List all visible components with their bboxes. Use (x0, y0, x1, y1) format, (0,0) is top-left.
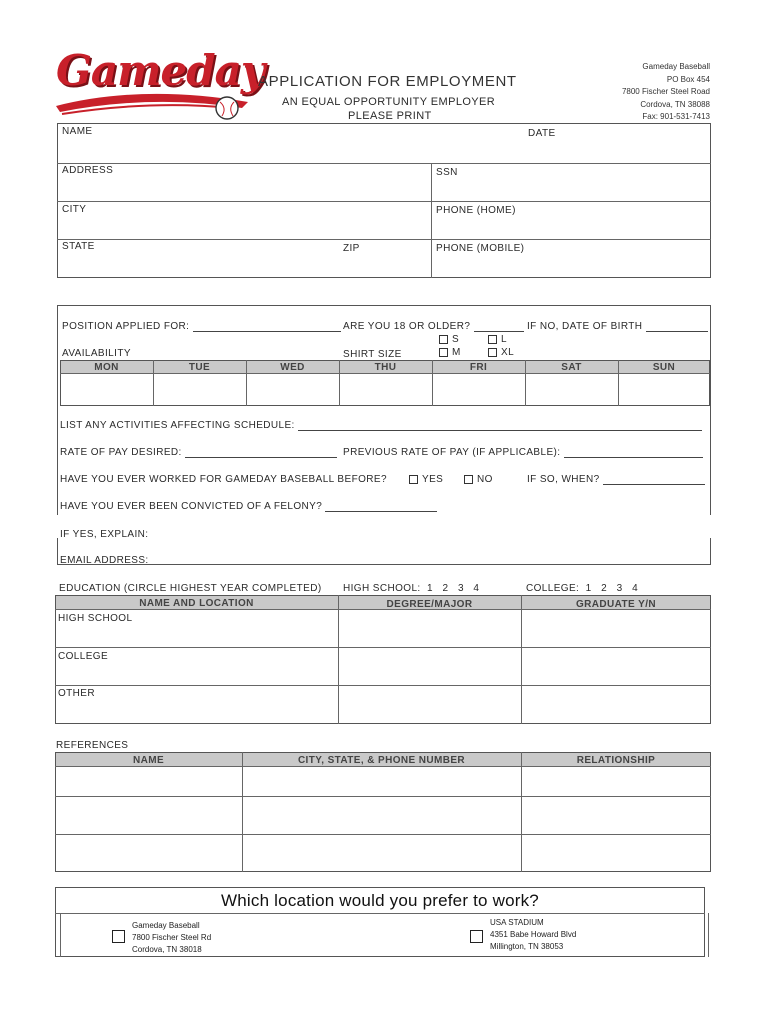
size-s-checkbox[interactable] (439, 335, 448, 344)
edu-row-other[interactable]: OTHER (58, 688, 95, 699)
size-xl-checkbox[interactable] (488, 348, 497, 357)
dob-label: IF NO, DATE OF BIRTH (527, 321, 643, 332)
location-gameday-checkbox[interactable] (112, 930, 125, 943)
day-mon: MON (94, 362, 119, 373)
availability-sat-cell[interactable] (526, 374, 618, 405)
day-tue: TUE (188, 362, 211, 373)
please-print: PLEASE PRINT (348, 110, 432, 122)
name-field[interactable]: NAME (62, 126, 93, 137)
activities-label: LIST ANY ACTIVITIES AFFECTING SCHEDULE: (60, 420, 295, 431)
edu-row-college[interactable]: COLLEGE (58, 651, 109, 662)
edu-col-name: NAME AND LOCATION (139, 598, 254, 609)
size-l-label: L (501, 334, 507, 345)
position-applied-label: POSITION APPLIED FOR: (62, 321, 190, 332)
form-subtitle: AN EQUAL OPPORTUNITY EMPLOYER (282, 96, 496, 108)
size-l-checkbox[interactable] (488, 335, 497, 344)
gameday-logo (52, 44, 265, 120)
worked-no-label: NO (477, 474, 493, 485)
ref-col-contact: CITY, STATE, & PHONE NUMBER (297, 755, 466, 766)
day-wed: WED (280, 362, 305, 373)
size-xl-label: XL (501, 347, 515, 358)
worked-yes-option[interactable] (409, 474, 443, 485)
usa-stadium-street: 4351 Babe Howard Blvd (490, 930, 577, 939)
if-so-input[interactable] (603, 476, 705, 485)
day-sun: SUN (652, 362, 676, 373)
email-input[interactable] (160, 555, 708, 565)
location-usa-stadium-checkbox[interactable] (470, 930, 483, 943)
phone-home-field[interactable]: PHONE (HOME) (436, 205, 516, 216)
gameday-location-city: Cordova, TN 38018 (132, 945, 202, 954)
company-street: 7800 Fischer Steel Road (621, 87, 710, 96)
usa-stadium-name: USA STADIUM (490, 918, 544, 927)
gameday-location-name: Gameday Baseball (132, 921, 200, 930)
size-l-option[interactable] (488, 334, 507, 345)
ssn-field[interactable]: SSN (436, 167, 458, 178)
reference-row[interactable] (56, 767, 710, 796)
explain-label: IF YES, EXPLAIN: (60, 529, 149, 540)
college-years[interactable]: COLLEGE: 1 2 3 4 (526, 583, 639, 594)
worked-yes-checkbox[interactable] (409, 475, 418, 484)
prev-rate-label: PREVIOUS RATE OF PAY (IF APPLICABLE): (343, 447, 561, 458)
edu-col-graduate: GRADUATE Y/N (576, 599, 656, 610)
worked-no-option[interactable] (464, 474, 493, 485)
age-question-label: ARE YOU 18 OR OLDER? (343, 321, 471, 332)
edu-row-high-school[interactable]: HIGH SCHOOL (58, 613, 133, 624)
email-label: EMAIL ADDRESS: (60, 555, 149, 566)
day-fri: FRI (469, 362, 488, 373)
availability-wed-cell[interactable] (247, 374, 339, 405)
size-m-label: M (452, 347, 461, 358)
city-field[interactable]: CITY (62, 204, 87, 215)
size-s-option[interactable] (439, 334, 459, 345)
ref-col-name: NAME (132, 755, 165, 766)
if-so-label: IF SO, WHEN? (527, 474, 600, 485)
availability-tue-cell[interactable] (154, 374, 246, 405)
availability-fri-cell[interactable] (433, 374, 525, 405)
felony-label: HAVE YOU EVER BEEN CONVICTED OF A FELONY? (60, 501, 323, 512)
company-fax: Fax: 901-531-7413 (642, 112, 710, 121)
worked-before-label: HAVE YOU EVER WORKED FOR GAMEDAY BASEBALL BEFORE? (60, 474, 387, 485)
company-pobox: PO Box 454 (666, 74, 710, 84)
references-label: REFERENCES (56, 740, 129, 751)
address-field[interactable]: ADDRESS (62, 165, 114, 176)
reference-row[interactable] (56, 835, 710, 871)
felony-input[interactable] (325, 503, 437, 512)
logo-text: Gameday (56, 46, 265, 95)
day-thu: THU (374, 362, 397, 373)
worked-no-checkbox[interactable] (464, 475, 473, 484)
rate-input[interactable] (185, 449, 337, 458)
dob-input[interactable] (646, 323, 708, 332)
company-city: Cordova, TN 38088 (640, 99, 710, 109)
usa-stadium-city: Millington, TN 38053 (490, 942, 564, 951)
worked-yes-label: YES (422, 474, 444, 485)
date-field[interactable]: DATE (528, 128, 556, 139)
size-xl-option[interactable] (488, 347, 514, 358)
shirt-size-label: SHIRT SIZE (343, 349, 402, 360)
edu-col-degree: DEGREE/MAJOR (386, 599, 473, 610)
availability-sun-cell[interactable] (619, 374, 710, 405)
prev-rate-input[interactable] (564, 449, 703, 458)
day-sat: SAT (561, 362, 582, 373)
company-name: Gameday Baseball (642, 62, 710, 71)
education-table (55, 595, 711, 724)
availability-mon-cell[interactable] (61, 374, 153, 405)
size-m-option[interactable] (439, 347, 461, 358)
location-question: Which location would you prefer to work? (221, 891, 539, 910)
state-field[interactable]: STATE (62, 241, 95, 252)
form-title: APPLICATION FOR EMPLOYMENT (258, 73, 517, 90)
availability-thu-cell[interactable] (340, 374, 432, 405)
availability-label: AVAILABILITY (62, 348, 131, 359)
rate-label: RATE OF PAY DESIRED: (60, 447, 182, 458)
reference-row[interactable] (56, 797, 710, 834)
ref-col-relationship: RELATIONSHIP (576, 755, 656, 766)
phone-mobile-field[interactable]: PHONE (MOBILE) (436, 243, 525, 254)
activities-input[interactable] (298, 422, 702, 431)
age-answer-input[interactable] (474, 323, 524, 332)
size-s-label: S (452, 334, 460, 345)
size-m-checkbox[interactable] (439, 348, 448, 357)
high-school-years[interactable]: HIGH SCHOOL: 1 2 3 4 (343, 583, 480, 594)
gameday-location-street: 7800 Fischer Steel Rd (132, 933, 212, 942)
position-applied-input[interactable] (193, 323, 341, 332)
company-address (622, 61, 710, 124)
education-label: EDUCATION (CIRCLE HIGHEST YEAR COMPLETED) (59, 583, 322, 594)
zip-field[interactable]: ZIP (343, 243, 360, 254)
